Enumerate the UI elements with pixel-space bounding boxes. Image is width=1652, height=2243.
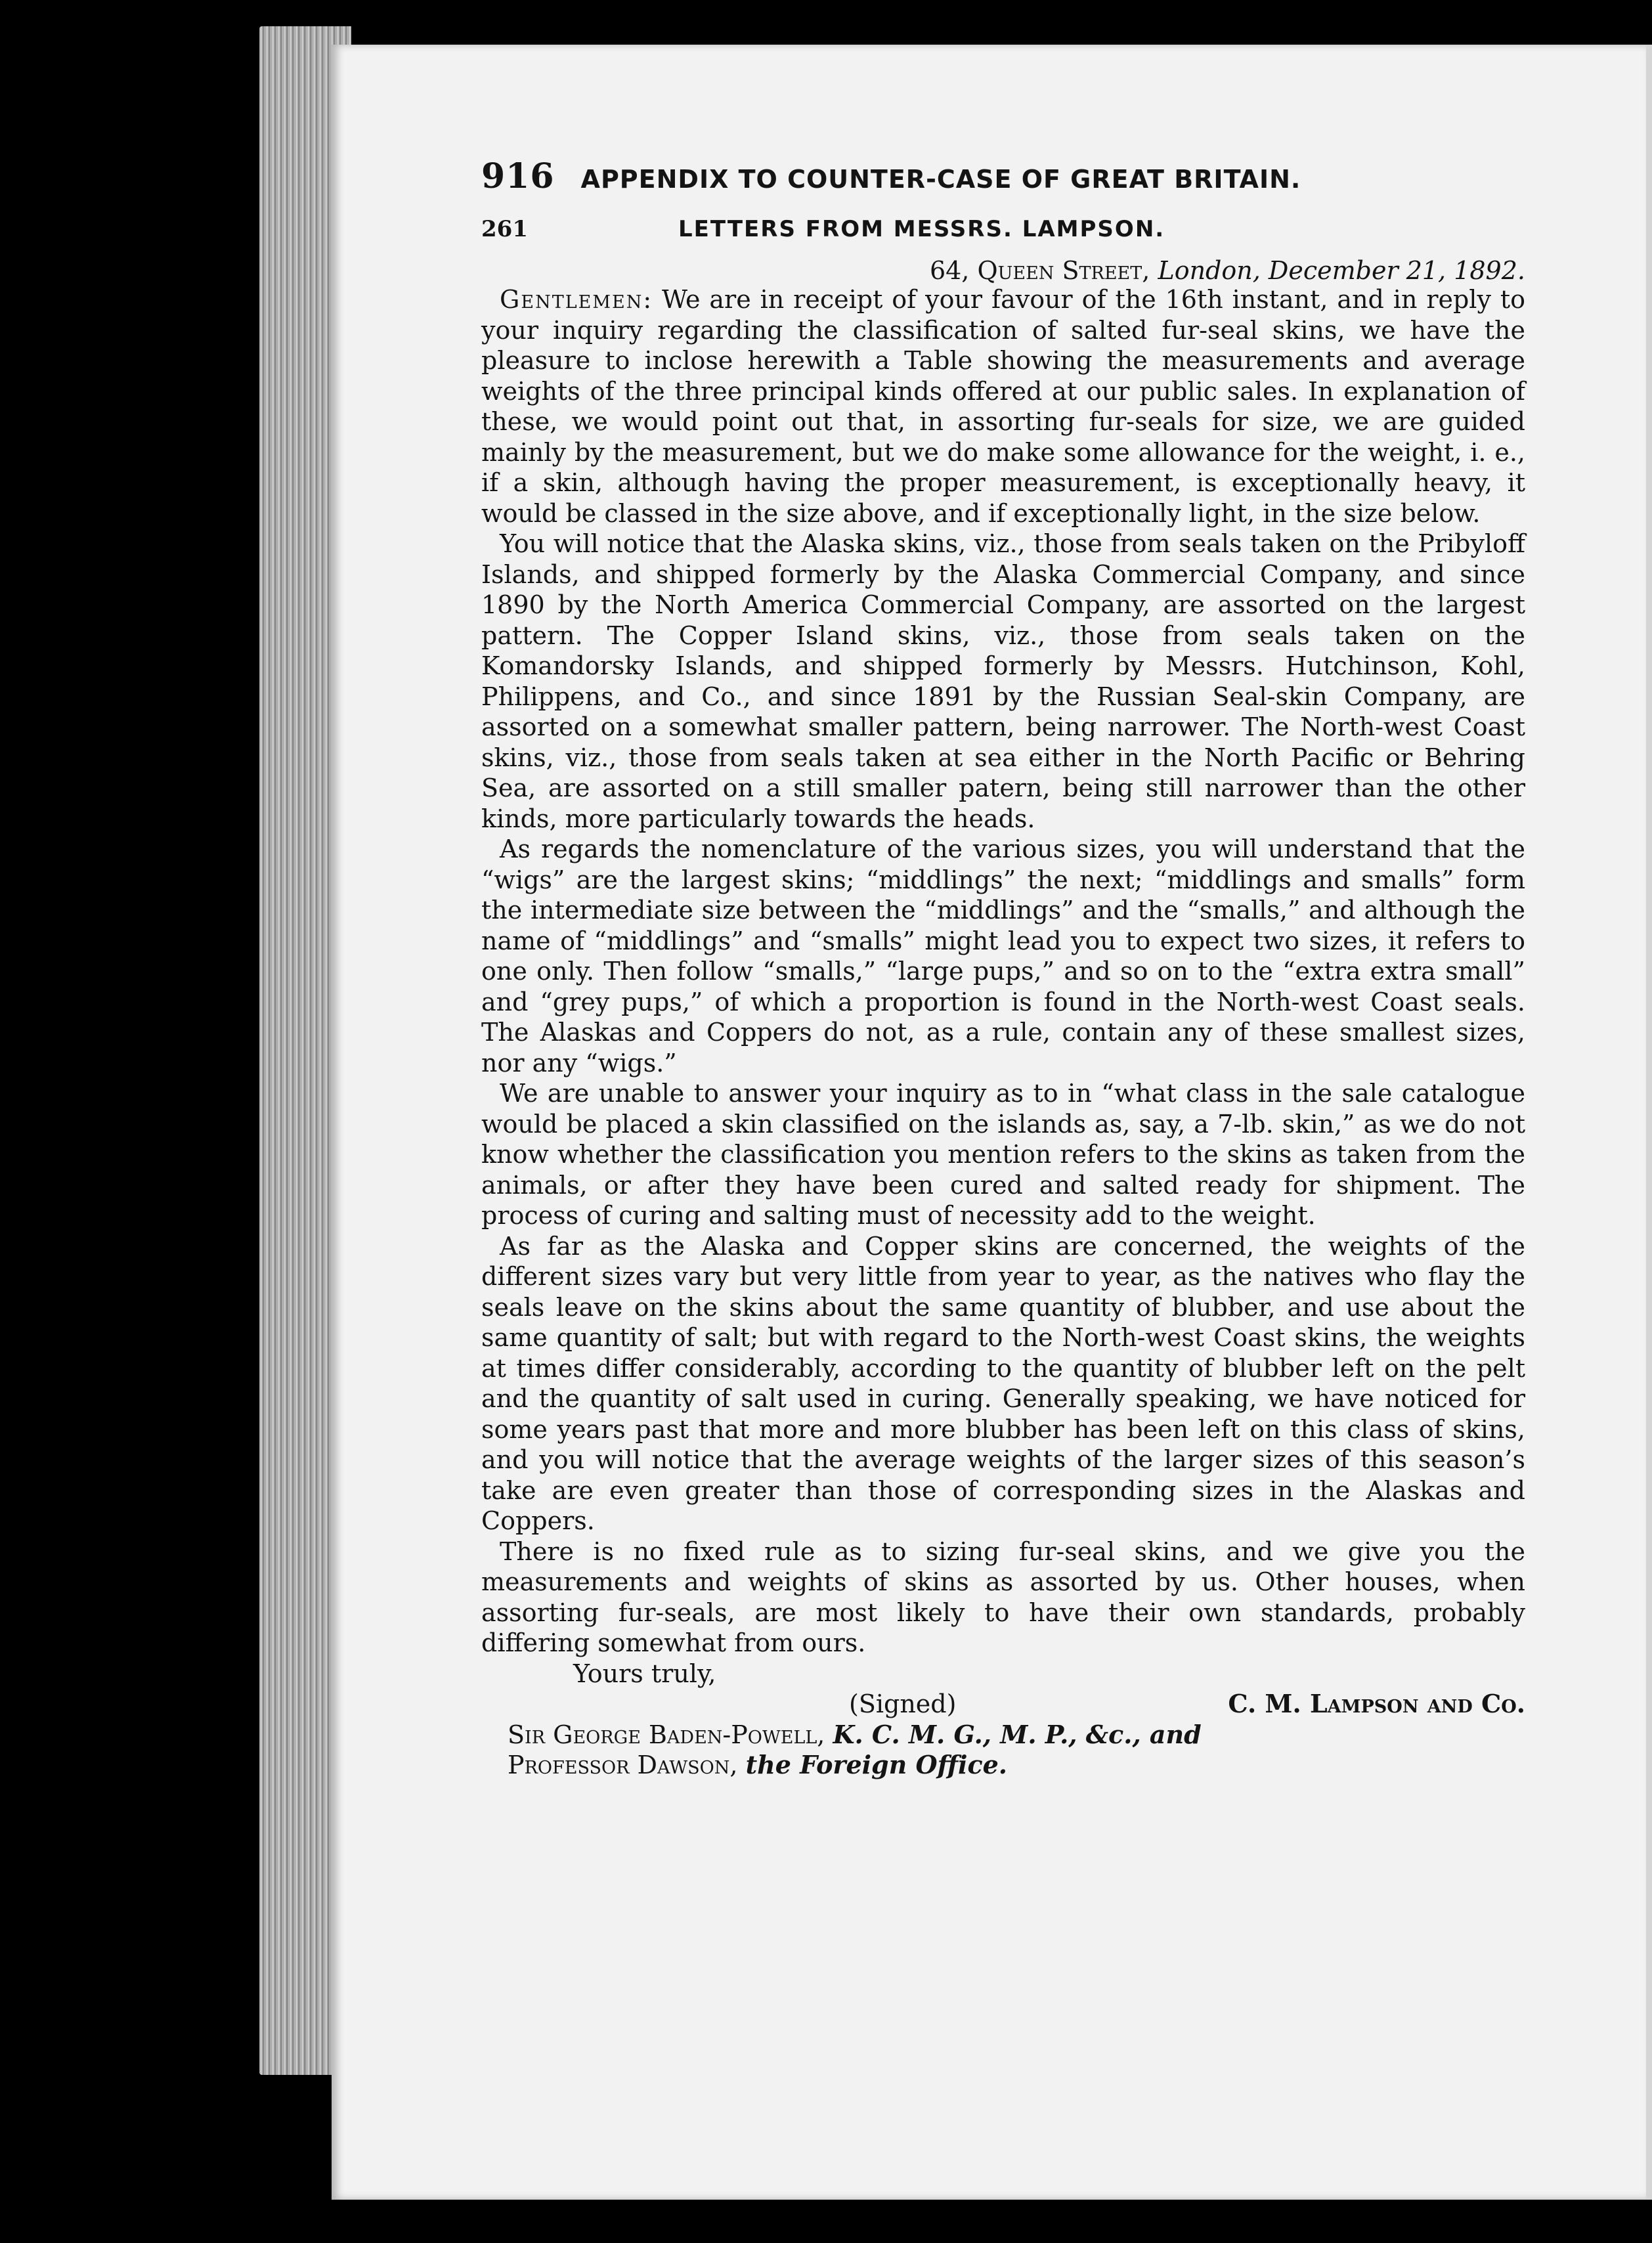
signature-line	[481, 1689, 1525, 1720]
letter-closing: Yours truly,	[573, 1659, 716, 1688]
letter-paragraph-6: There is no fixed rule as to sizing fur-seal skins, and we give you the measurements and weights of skins as assorted by us. Other houses, when assorting fur-seals, are most likely to have their own standards, probably differing somewhat from ours.	[481, 1536, 1525, 1657]
letter-dateline	[481, 257, 1525, 284]
addressee-name-1: Sir George Baden-Powell,	[508, 1720, 825, 1749]
letter-paragraph-5: As far as the Alaska and Copper skins are concerned, the weights of the different sizes vary but very little from year to year, as the natives who flay the seals leave on the skins about the same quantity of blubber, and use about the same quantity of salt; but with regard to the North-west Coast skins, the weights at times differ considerably, according to the quantity of blubber left on the pelt and the quantity of salt used in curing. Generally speaking, we have noticed for some years past that more and more blubber has been left on this class of skins, and you will notice that the average weights of the larger sizes of this season’s take are even greater than those of corresponding sizes in the Alaskas and Coppers.	[481, 1231, 1525, 1535]
letter-paragraph-2: You will notice that the Alaska skins, viz., those from seals taken on the Pribyloff Islands, and shipped formerly by the Alaska Commercial Company, and since 1890 by the North America Commercial Company, are assorted on the largest pattern. The Copper Island skins, viz., those from seals taken on the Komandorsky Islands, and shipped formerly by Messrs. Hutchinson, Kohl, Philippens, and Co., and since 1891 by the Russian Seal-skin Company, are assorted on a somewhat smaller pattern, being narrower. The North-west Coast skins, viz., those from seals taken at sea either in the North Pacific or Behring Sea, are assorted on a still smaller patern, being still narrower than the other kinds, more particularly towards the heads.	[481, 529, 1525, 833]
page-number: 916	[481, 156, 555, 196]
letter-address: 64, Queen Street,	[929, 256, 1150, 285]
section-heading	[481, 216, 1525, 242]
letter-paragraph-3: As regards the nomenclature of the various sizes, you will understand that the “wigs” are the largest skins; “middlings” the next; “middlings and smalls” form the intermediate size between the “middlings” and the “smalls,” and although the name of “middlings” and “smalls” might lead you to expect two sizes, it refers to one only. Then follow “smalls,” “large pups,” and so on to the “extra extra small” and “grey pups,” of which a proportion is found in the North-west Coast seals. The Alaskas and Coppers do not, as a rule, contain any of these smallest sizes, nor any “wigs.”	[481, 835, 1525, 1078]
signed-label: (Signed)	[849, 1689, 957, 1718]
letter-paragraph-1	[481, 284, 1525, 529]
letter-salutation: Gentlemen:	[500, 285, 653, 314]
running-title: APPENDIX TO COUNTER-CASE OF GREAT BRITAIN.	[580, 165, 1301, 194]
running-head	[481, 156, 1525, 196]
addressee-line-1	[481, 1720, 1525, 1751]
page-text-block	[481, 156, 1525, 1781]
letter-paragraph-4: We are unable to answer your inquiry as to in “what class in the sale catalogue would be placed a skin classified on the islands as, say, a 7-lb. skin,” as we do not know whether the classification you mention refers to the skins as taken from the animals, or after they have been cured and salted ready for shipment. The process of curing and salting must of necessity add to the weight.	[481, 1079, 1525, 1230]
addressee-line-2	[481, 1750, 1525, 1781]
paragraph-text: We are in receipt of your favour of the 16th instant, and in reply to your inquiry regarding the classification of salted fur-seal skins, we have the pleasure to inclose herewith a Table showing the measurements and average weights of the three principal kinds offered at our public sales. In explanation of these, we would point out that, in assorting fur-seals for size, we are guided mainly by the measurement, but we do make some allowance for the weight, i. e., if a skin, although having the proper measurement, is exceptionally heavy, it would be classed in the size above, and if exceptionally light, in the size below.	[481, 285, 1525, 528]
addressee-office: the Foreign Office.	[745, 1750, 1007, 1779]
addressee-honours: K. C. M. G., M. P., &c., and	[833, 1719, 1202, 1749]
book-page	[332, 45, 1646, 2200]
addressee-name-2: Professor Dawson,	[508, 1751, 738, 1779]
signer-name: C. M. Lampson and Co.	[1228, 1689, 1525, 1718]
section-title: LETTERS FROM MESSRS. LAMPSON.	[678, 216, 1165, 242]
letter-date: London, December 21, 1892.	[1158, 256, 1525, 285]
section-number: 261	[481, 216, 528, 242]
